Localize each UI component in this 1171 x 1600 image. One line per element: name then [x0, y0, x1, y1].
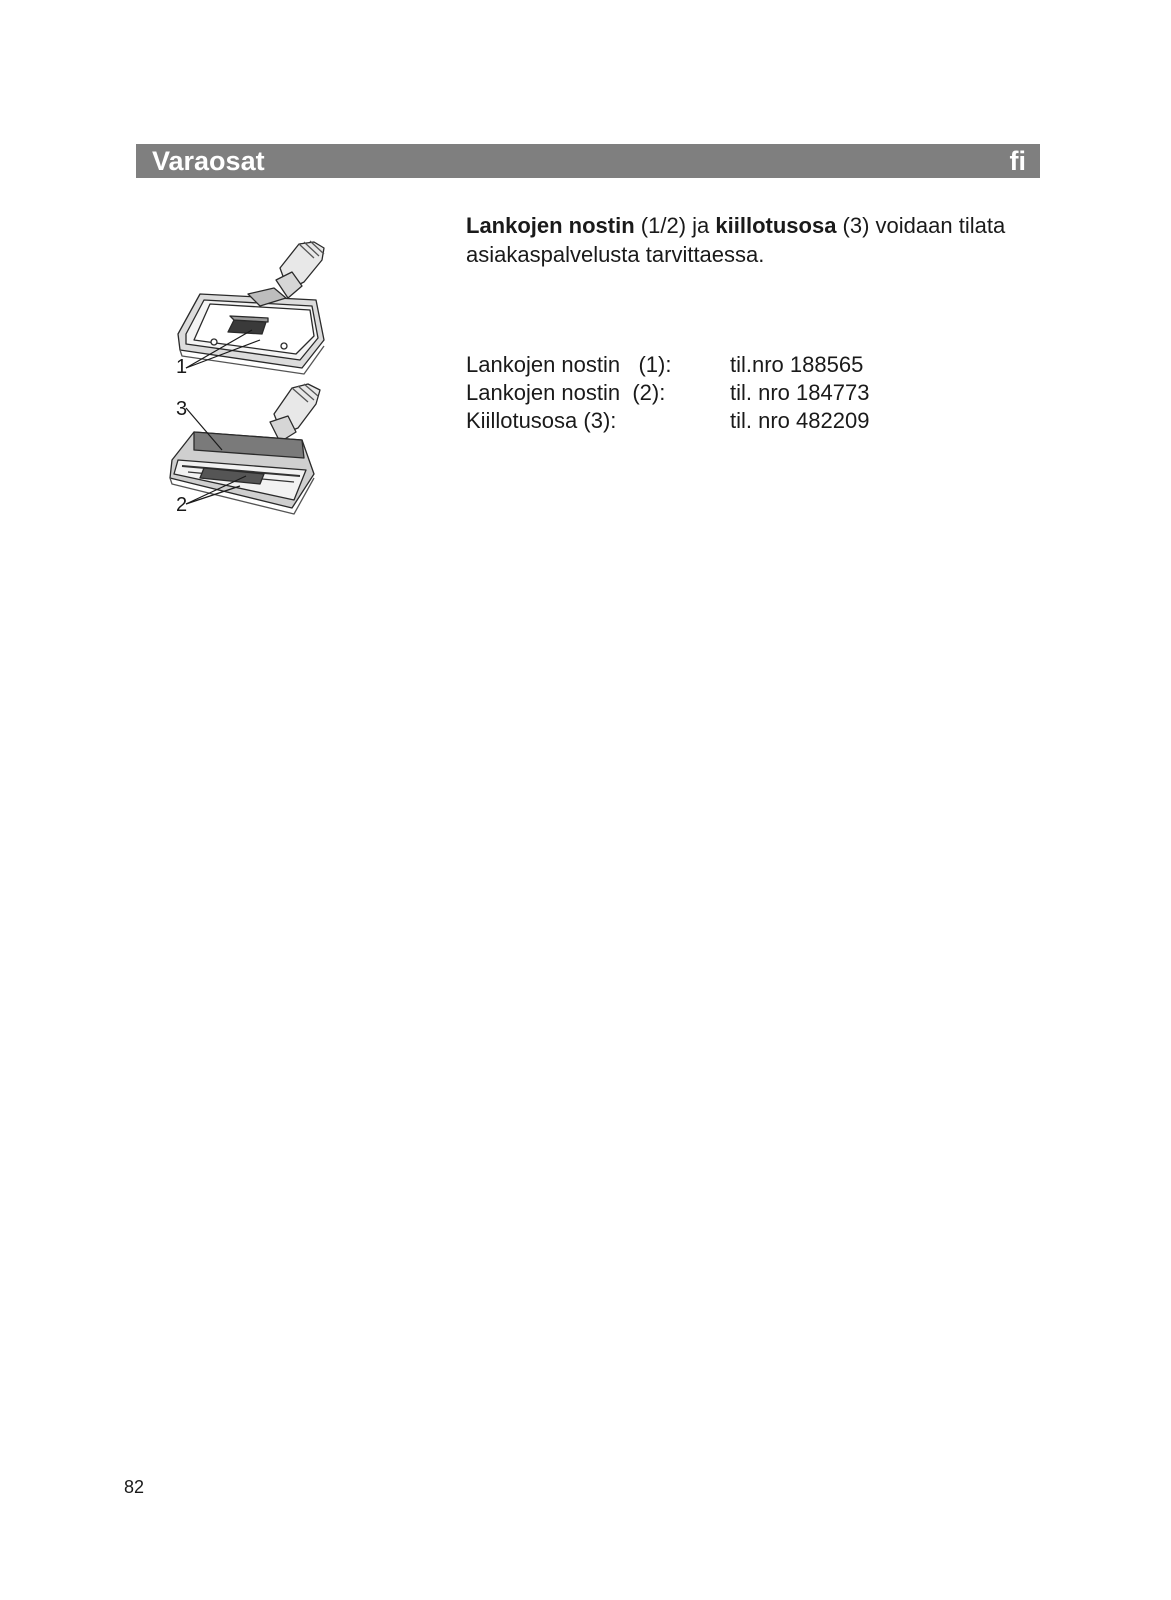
part-name: Lankojen nostin (1):: [466, 352, 672, 377]
intro-text-2: (3) voidaan tilata asiakaspalvelusta tarvittaessa.: [466, 213, 1006, 267]
callout-3: 3: [176, 398, 188, 420]
part-name: Lankojen nostin (2):: [466, 380, 666, 405]
callout-2: 2: [176, 494, 188, 516]
part-name: Kiillotusosa (3):: [466, 408, 617, 433]
section-title: Varaosat: [152, 146, 265, 176]
parts-row: [466, 351, 869, 379]
floor-nozzle-drawing: [164, 238, 374, 538]
language-code: fi: [1009, 146, 1026, 176]
parts-row: [466, 379, 869, 407]
callout-1: 1: [176, 356, 188, 378]
intro-paragraph: [466, 211, 1046, 269]
intro-bold-polishing-part: kiillotusosa: [715, 213, 837, 238]
intro-bold-thread-lifter: Lankojen nostin: [466, 213, 635, 238]
section-header: [136, 144, 1040, 178]
order-number: til.nro 188565: [730, 352, 864, 377]
order-number: til. nro 184773: [730, 380, 870, 405]
order-number: til. nro 482209: [730, 408, 870, 433]
parts-list: [466, 351, 869, 435]
page-number: 82: [124, 1477, 145, 1497]
intro-text-1: (1/2) ja: [634, 213, 716, 238]
floor-nozzle-illustration: [164, 238, 374, 538]
parts-row: [466, 407, 869, 435]
